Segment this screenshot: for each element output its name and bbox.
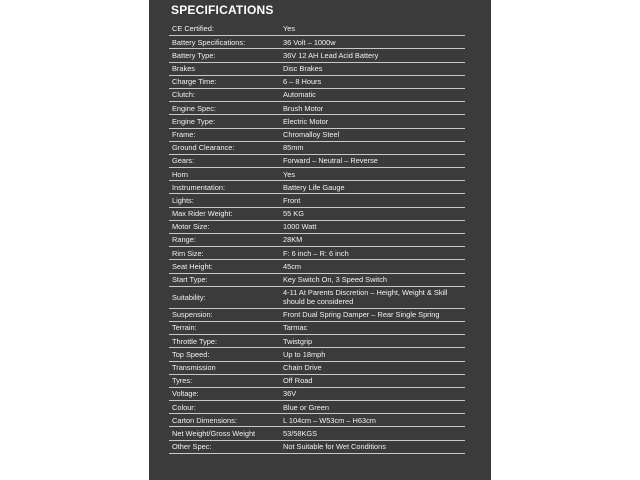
spec-row — [169, 129, 465, 142]
spec-label: Lights: — [172, 195, 194, 205]
spec-row — [169, 274, 465, 287]
spec-value: Chromalloy Steel — [283, 129, 340, 139]
spec-value: 28KM — [283, 235, 303, 245]
spec-value: Yes — [283, 24, 296, 34]
spec-row — [169, 168, 465, 181]
spec-row — [169, 348, 465, 361]
spec-label: Suspension: — [172, 310, 213, 320]
spec-row — [169, 322, 465, 335]
spec-row — [169, 247, 465, 260]
spec-value: Front Dual Spring Damper – Rear Single Spring — [283, 310, 440, 320]
spec-row — [169, 427, 465, 440]
spec-label: Suitability: — [172, 292, 206, 302]
spec-label: Instrumentation: — [172, 182, 225, 192]
spec-value: 1000 Watt — [283, 222, 317, 232]
spec-label: Start Type: — [172, 275, 208, 285]
spec-value: Not Suitable for Wet Conditions — [283, 442, 386, 452]
spec-value: Electric Motor — [283, 116, 329, 126]
spec-label: Top Speed: — [172, 349, 210, 359]
spec-label: Other Spec: — [172, 442, 212, 452]
spec-label: Tyres: — [172, 376, 193, 386]
spec-row — [169, 194, 465, 207]
spec-value: 6 – 8 Hours — [283, 77, 322, 87]
spec-value: 53/58KGS — [283, 428, 318, 438]
specifications-panel — [149, 0, 491, 480]
spec-label: Frame: — [172, 129, 196, 139]
spec-value: Off Road — [283, 376, 313, 386]
spec-value: Disc Brakes — [283, 64, 323, 74]
spec-label: Colour: — [172, 402, 196, 412]
spec-value: Up to 18mph — [283, 349, 326, 359]
spec-label: Carton Dimensions: — [172, 415, 237, 425]
spec-label: Net Weight/Gross Weight — [172, 428, 256, 438]
spec-label: Charge Time: — [172, 77, 217, 87]
spec-label: Battery Type: — [172, 50, 216, 60]
spec-value: Twistgrip — [283, 336, 313, 346]
spec-row — [169, 287, 465, 309]
spec-row — [169, 115, 465, 128]
spec-value: Blue or Green — [283, 402, 330, 412]
spec-label: Ground Clearance: — [172, 143, 235, 153]
spec-label: Range: — [172, 235, 196, 245]
spec-row — [169, 76, 465, 89]
spec-row — [169, 63, 465, 76]
spec-value: Chain Drive — [283, 362, 322, 372]
spec-row — [169, 401, 465, 414]
spec-row — [169, 221, 465, 234]
spec-row — [169, 36, 465, 49]
spec-label: Clutch: — [172, 90, 196, 100]
spec-value: 45cm — [283, 261, 302, 271]
spec-value: 36V 12 AH Lead Acid Battery — [283, 50, 379, 60]
page-title: SPECIFICATIONS — [171, 3, 274, 17]
spec-value: L 104cm – W53cm – H63cm — [283, 415, 376, 425]
spec-row — [169, 49, 465, 62]
spec-value: 55 KG — [283, 209, 304, 219]
spec-value: F: 6 inch – R: 6 inch — [283, 248, 349, 258]
spec-value: 85mm — [283, 143, 304, 153]
spec-row — [169, 414, 465, 427]
spec-row — [169, 89, 465, 102]
spec-value: Tarmac — [283, 323, 308, 333]
spec-value: Automatic — [283, 90, 316, 100]
spec-row — [169, 208, 465, 221]
spec-label: Horn — [172, 169, 189, 179]
spec-row — [169, 362, 465, 375]
spec-value: Brush Motor — [283, 103, 324, 113]
spec-row — [169, 181, 465, 194]
spec-label: Engine Spec: — [172, 103, 216, 113]
spec-label: Voltage: — [172, 389, 199, 399]
spec-label: Seat Height: — [172, 261, 213, 271]
spec-value: 36V — [283, 389, 297, 399]
spec-label: Max Rider Weight: — [172, 209, 233, 219]
spec-value: Key Switch On, 3 Speed Switch — [283, 275, 387, 285]
spec-row — [169, 375, 465, 388]
spec-value: 4-11 At Parents Discretion – Height, Weight & Skill should be considered — [283, 288, 448, 307]
spec-row — [169, 155, 465, 168]
spec-label: Motor Size: — [172, 222, 210, 232]
spec-row — [169, 23, 465, 36]
spec-value: Yes — [283, 169, 296, 179]
spec-label: Terrain: — [172, 323, 197, 333]
spec-label: Battery Specifications: — [172, 37, 246, 47]
spec-label: Rim Size: — [172, 248, 204, 258]
spec-row — [169, 142, 465, 155]
spec-label: CE Certified: — [172, 24, 214, 34]
spec-value: 36 Volt – 1000w — [283, 37, 336, 47]
spec-value: Forward – Neutral – Reverse — [283, 156, 378, 166]
spec-row — [169, 441, 465, 454]
spec-value: Front — [283, 195, 301, 205]
spec-label: Throttle Type: — [172, 336, 218, 346]
specifications-table — [169, 23, 465, 454]
spec-label: Engine Type: — [172, 116, 216, 126]
spec-row — [169, 309, 465, 322]
spec-value: Battery Life Gauge — [283, 182, 345, 192]
spec-label: Gears: — [172, 156, 195, 166]
spec-label: Transmission — [172, 362, 216, 372]
spec-row — [169, 234, 465, 247]
spec-row — [169, 335, 465, 348]
spec-label: Brakes — [172, 64, 196, 74]
spec-row — [169, 388, 465, 401]
spec-row — [169, 102, 465, 115]
spec-row — [169, 260, 465, 273]
